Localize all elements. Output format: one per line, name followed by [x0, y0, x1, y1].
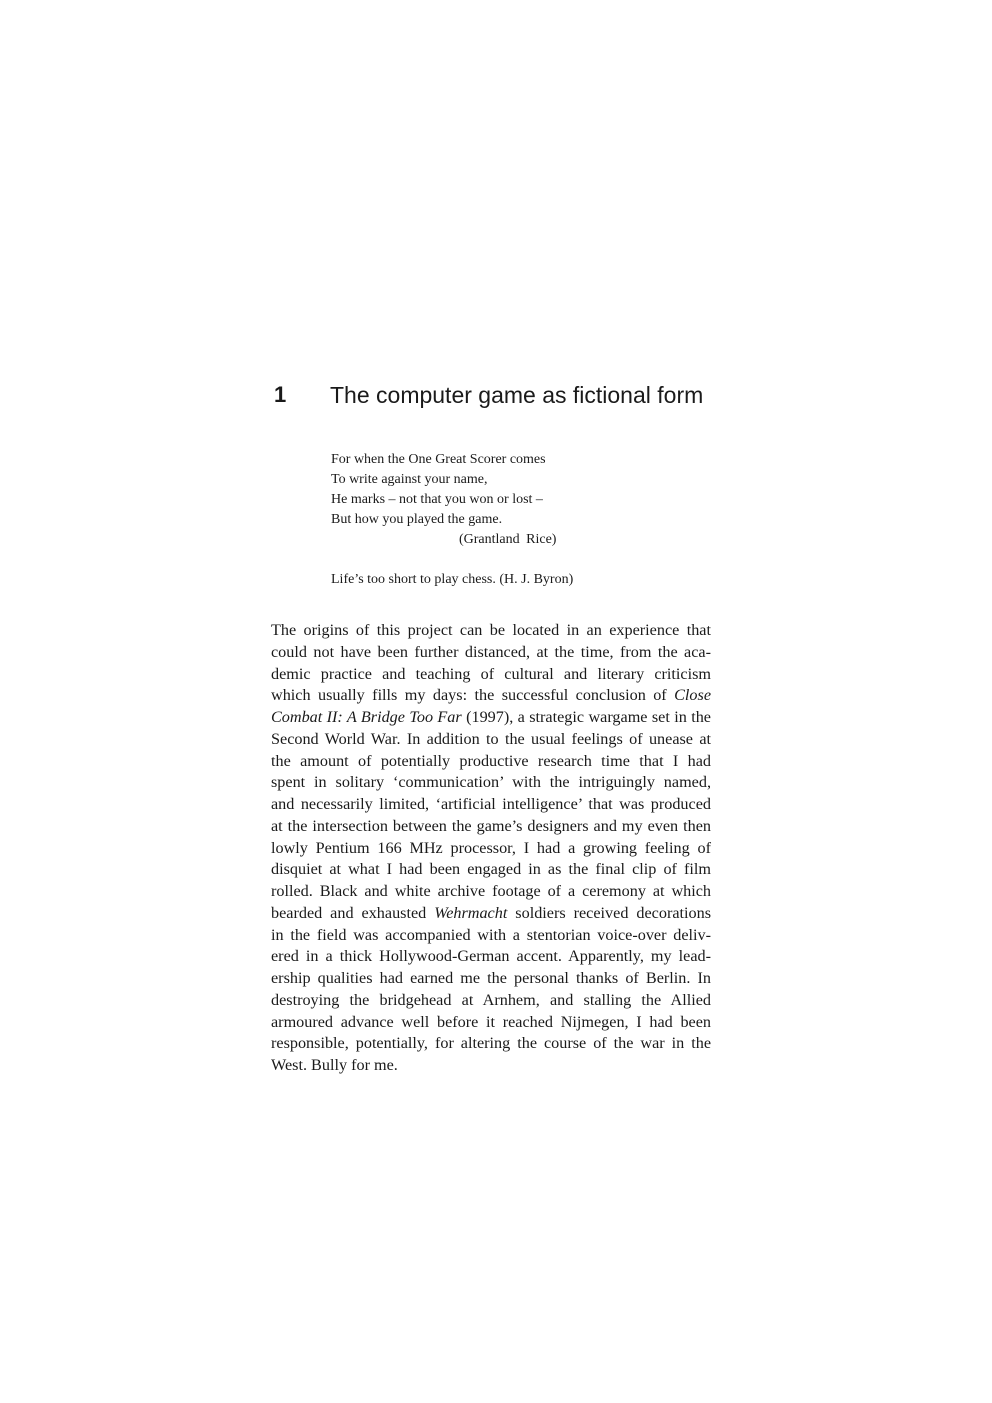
epigraph-second-quote: Life’s too short to play chess. (H. J. Byron): [331, 572, 574, 587]
body-text-run: soldiers received decorations: [507, 903, 711, 922]
body-line: in the field was accompanied with a stentorian voice-over deliv-: [271, 925, 711, 944]
body-line: ered in a thick Hollywood-German accent. Apparently, my lead-: [271, 947, 711, 966]
body-line: the amount of potentially productive research time that I had: [271, 751, 711, 770]
chapter-title: The computer game as fictional form: [330, 382, 704, 408]
body-line: destroying the bridgehead at Arnhem, and stalling the Allied: [271, 990, 711, 1009]
body-text-run: bearded and exhausted: [271, 903, 435, 922]
epigraph-line: To write against your name,: [331, 472, 488, 487]
body-line: Second World War. In addition to the usual feelings of unease at: [271, 729, 711, 748]
body-line: The origins of this project can be located in an experience that: [271, 621, 711, 639]
body-line: could not have been further distanced, at the time, from the aca-: [271, 642, 711, 661]
body-paragraph: [271, 620, 711, 1077]
body-line: at the intersection between the game’s designers and my even then: [271, 816, 711, 835]
game-title-italic: Close: [674, 686, 711, 705]
body-line: [271, 707, 711, 729]
wehrmacht-italic: Wehrmacht: [434, 903, 508, 922]
body-line: West. Bully for me.: [271, 1056, 398, 1074]
epigraph-attribution: (Grantland Rice): [459, 532, 557, 547]
body-text-run: (1997), a strategic wargame set in the: [461, 708, 711, 726]
body-line: disquiet at what I had been engaged in as the final clip of film: [271, 860, 711, 879]
body-line: [271, 903, 711, 925]
epigraph-poem: [331, 450, 631, 550]
chapter-heading: [272, 380, 732, 414]
chapter-number: 1: [274, 382, 287, 407]
epigraph-line: For when the One Great Scorer comes: [331, 452, 546, 467]
body-line: responsible, potentially, for altering the course of the war in the: [271, 1034, 711, 1053]
epigraph-line: But how you played the game.: [331, 512, 503, 527]
body-line: [271, 685, 711, 707]
body-line: lowly Pentium 166 MHz processor, I had a growing feeling of: [271, 838, 711, 857]
game-title-italic: Combat II: A Bridge Too Far: [271, 708, 462, 726]
body-line: spent in solitary ‘communication’ with the intriguingly named,: [271, 773, 711, 792]
body-text-run: which usually fills my days: the successful conclusion of: [271, 686, 675, 705]
body-line: armoured advance well before it reached Nijmegen, I had been: [271, 1012, 711, 1031]
body-line: rolled. Black and white archive footage of a ceremony at which: [271, 882, 711, 900]
body-line: ership qualities had earned me the personal thanks of Berlin. In: [271, 969, 711, 987]
body-line: and necessarily limited, ‘artificial intelligence’ that was produced: [271, 795, 711, 813]
epigraph-line: He marks – not that you won or lost –: [331, 492, 543, 507]
body-line: demic practice and teaching of cultural and literary criticism: [271, 664, 711, 683]
